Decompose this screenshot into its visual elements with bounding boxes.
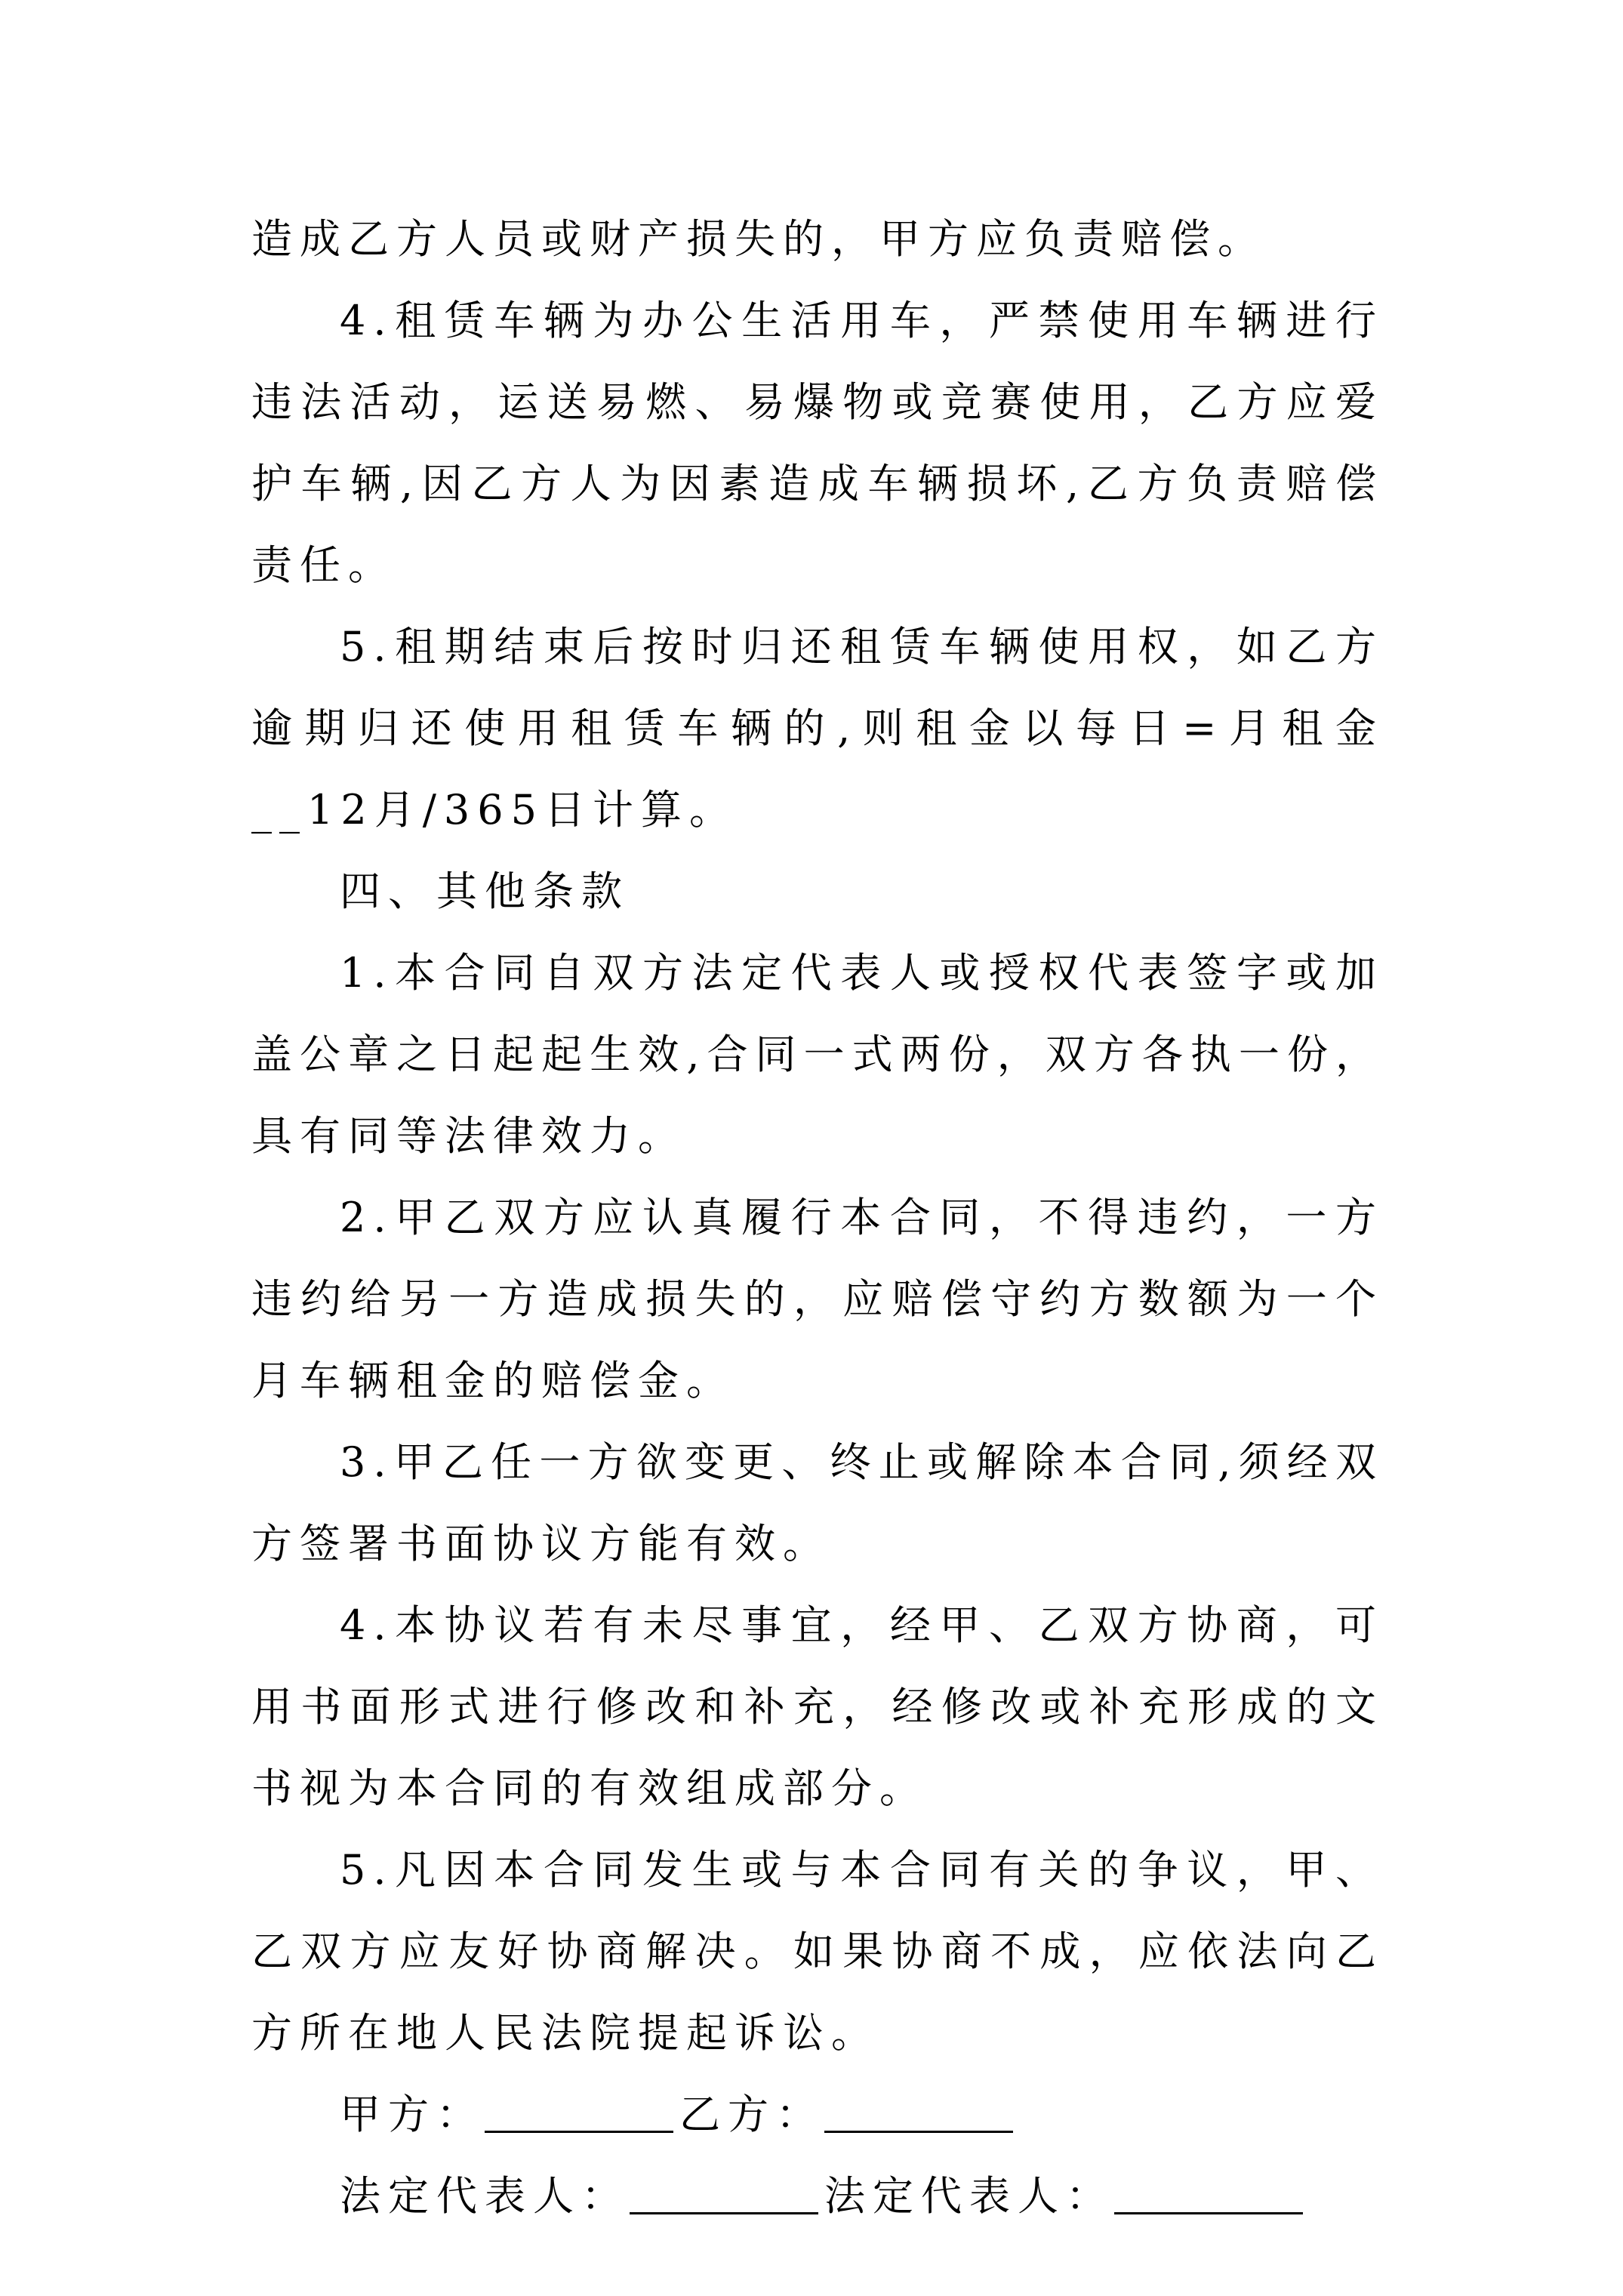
- representative-a-label: 法定代表人：: [340, 2172, 630, 2220]
- paragraph-clause-4-5: 5.凡因本合同发生或与本合同有关的争议，甲、乙双方应友好协商解决。如果协商不成，应依法向乙方所在地人民法院提起诉讼。: [251, 1846, 1384, 2057]
- representative-b-signature-blank: [1114, 2208, 1303, 2214]
- party-a-signature-blank: [485, 2126, 673, 2133]
- document-body: [251, 199, 1384, 2237]
- party-b-label: 乙方：: [679, 2091, 824, 2138]
- paragraph-clause-4-2: 2.甲乙双方应认真履行本合同，不得违约，一方违约给另一方造成损失的，应赔偿守约方数额为一个月车辆租金的赔偿金。: [251, 1194, 1384, 1404]
- paragraph-clause-4-1: 1.本合同自双方法定代表人或授权代表签字或加盖公章之日起起生效,合同一式两份，双方各执一份，具有同等法律效力。: [251, 949, 1384, 1160]
- representative-a-signature-blank: [630, 2208, 818, 2214]
- representative-b-label: 法定代表人：: [824, 2172, 1114, 2220]
- section-heading-other-terms: 四、其他条款: [340, 868, 630, 915]
- paragraph-clause-3-4: 4.租赁车辆为办公生活用车，严禁使用车辆进行违法活动，运送易燃、易爆物或竞赛使用，乙方应爱护车辆,因乙方人为因素造成车辆损坏,乙方负责赔偿责任。: [251, 297, 1384, 589]
- signature-row-representatives: [251, 2156, 1384, 2237]
- signature-row-parties: [251, 2074, 1384, 2156]
- paragraph-clause-3-5: 5.租期结束后按时归还租赁车辆使用权，如乙方逾期归还使用租赁车辆的,则租金以每日=月租金__12月/365日计算。: [251, 623, 1384, 834]
- paragraph-clause-4-3: 3.甲乙任一方欲变更、终止或解除本合同,须经双方签署书面协议方能有效。: [251, 1438, 1384, 1567]
- party-b-signature-blank: [824, 2126, 1013, 2133]
- paragraph-clause-3-continued: 造成乙方人员或财产损失的，甲方应负责赔偿。: [251, 215, 1266, 263]
- paragraph-clause-4-4: 4.本协议若有未尽事宜，经甲、乙双方协商，可用书面形式进行修改和补充，经修改或补充形成的文书视为本合同的有效组成部分。: [251, 1601, 1384, 1812]
- party-a-label: 甲方：: [340, 2091, 485, 2138]
